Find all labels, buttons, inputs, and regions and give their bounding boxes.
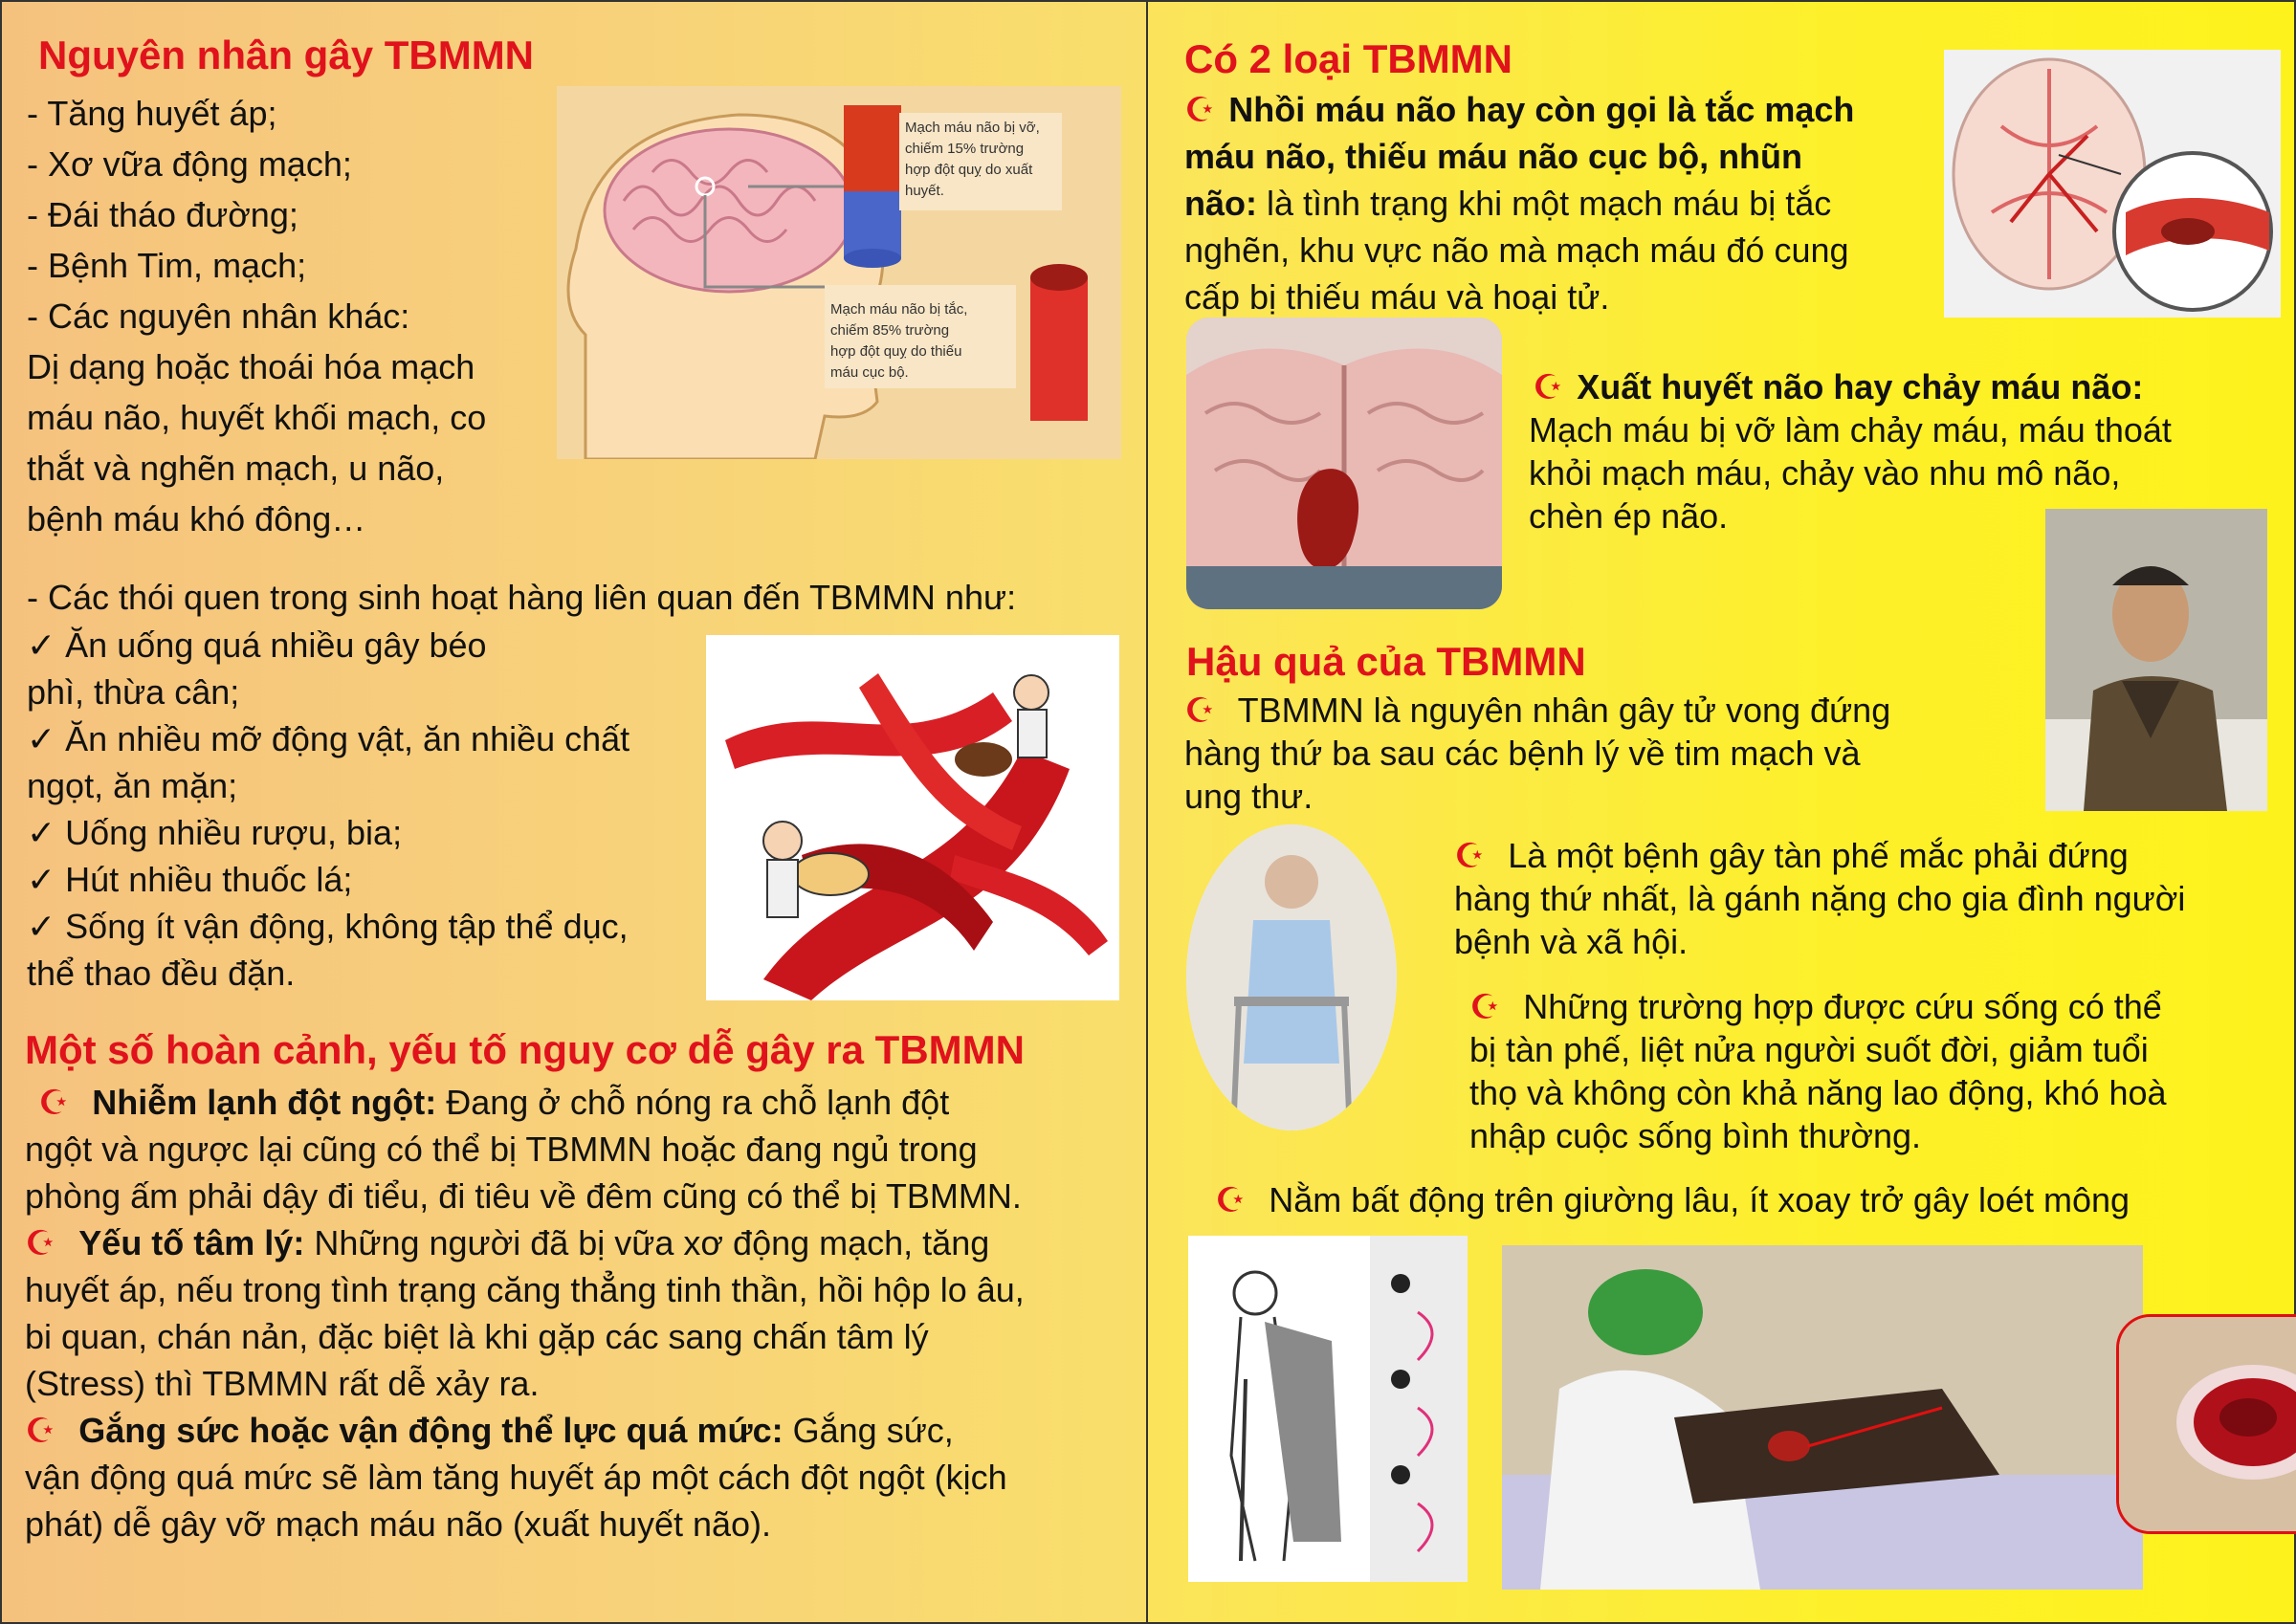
crescent-star-icon: ☪ [38,1083,70,1122]
brain-infarct-image [1944,50,2281,318]
consequence-text: Nằm bất động trên giường lâu, ít xoay trở gây loét mông [1259,1180,2130,1219]
risk-line: phòng ấm phải dậy đi tiểu, đi tiêu về đêm cũng có thể bị TBMMN. [25,1176,1022,1216]
consequences-title: Hậu quả của TBMMN [1186,639,1586,684]
type1-bold: Nhồi máu não hay còn gọi là tắc mạch [1228,90,1855,129]
cause-line: thắt và nghẽn mạch, u não, [27,449,445,488]
cause-line: máu não, huyết khối mạch, co [27,398,487,437]
risk-item [25,1219,1144,1266]
type1-line [1184,180,1931,227]
artery-cartoon-image [706,635,1119,1000]
crescent-star-icon: ☪ [1469,987,1501,1026]
risk-item [25,1407,1144,1454]
habit-line: ngọt, ăn mặn; [27,766,238,805]
consequence-2 [1454,832,2296,965]
habit-line: ✓ Ăn nhiều mỡ động vật, ăn nhiều chất [27,719,630,758]
consequence-line: nhập cuộc sống bình thường. [1469,1116,1922,1155]
brain-hemorrhage-photo [1186,318,1502,609]
callout-top-line: chiếm 15% trường [905,141,1025,157]
callout-top-line: Mạch máu não bị vỡ, [905,120,1040,136]
callout-top-line: huyết. [905,183,944,199]
habit-line: phì, thừa cân; [27,672,240,712]
risk-line: Những người đã bị vữa xơ động mạch, tăng [304,1223,990,1262]
consequence-line: bệnh và xã hội. [1454,922,1689,961]
bedsore-closeup [2116,1314,2296,1534]
habit-line: ✓ Ăn uống quá nhiều gây béo [27,625,487,665]
cause-line: - Đái tháo đường; [27,195,298,234]
type1-block [1184,86,1931,320]
type1-bold: máu não, thiếu máu não cục bộ, nhũn [1184,137,1803,176]
risk-bold: Yếu tố tâm lý: [78,1223,305,1262]
type1-bold: não: [1184,184,1257,223]
type2-bold: Xuất huyết não hay chảy máu não: [1577,367,2144,406]
bedsore-care-photo [1502,1245,2143,1590]
consequence-4 [1215,1176,2286,1223]
cause-line: bệnh máu khó đông… [27,499,366,538]
risk-line: ngột và ngược lại cũng có thể bị TBMMN hoặc đang ngủ trong [25,1130,978,1169]
right-panel [1148,0,2296,1624]
risk-line: phát) dễ gây vỡ mạch máu não (xuất huyết não). [25,1504,772,1544]
risk-title: Một số hoàn cảnh, yếu tố nguy cơ dễ gây ra TBMMN [25,1027,1025,1072]
consequence-line: bị tàn phế, liệt nửa người suốt đời, giảm tuổi [1469,1030,2149,1069]
callout-bottom-line: chiếm 85% trường [830,322,950,339]
consequence-line: ung thư. [1184,777,1314,816]
crescent-star-icon: ☪ [1533,367,1564,406]
habit-line: ✓ Hút nhiều thuốc lá; [27,860,353,899]
type1-text: là tình trạng khi một mạch máu bị tắc [1257,184,1832,223]
habit-line: ✓ Sống ít vận động, không tập thể dục, [27,907,629,946]
callout-bottom-line: máu cục bộ. [830,364,909,381]
risk-list [25,1079,1144,1547]
causes-list [27,90,563,542]
consequence-3 [1469,983,2292,1159]
patient-photo [2045,509,2267,811]
consequence-text: Những trường hợp được cứu sống có thể [1513,987,2162,1026]
habits-list [27,622,716,997]
crescent-star-icon: ☪ [1184,691,1216,730]
type2-line: Mạch máu bị vỡ làm chảy máu, máu thoát [1529,410,2172,450]
callout-bottom-line: hợp đột quỵ do thiếu [830,343,962,360]
crescent-star-icon: ☪ [1454,836,1486,875]
causes-title: Nguyên nhân gây TBMMN [38,33,535,77]
risk-item [25,1079,1144,1126]
consequence-line: thọ và không còn khả năng lao động, khó hoà [1469,1073,2167,1112]
crescent-star-icon: ☪ [1215,1180,1247,1219]
habits-intro: - Các thói quen trong sinh hoạt hàng liên quan đến TBMMN như: [27,578,1017,617]
risk-line: Gắng sức, [783,1411,954,1450]
consequence-text: TBMMN là nguyên nhân gây tử vong đứng [1228,691,1891,730]
type2-line: chèn ép não. [1529,496,1729,536]
crescent-star-icon: ☪ [25,1223,56,1262]
habit-line: ✓ Uống nhiều rượu, bia; [27,813,403,852]
consequence-1 [1184,687,2045,820]
cause-line: Dị dạng hoặc thoái hóa mạch [27,347,475,386]
consequence-line: hàng thứ nhất, là gánh nặng cho gia đình người [1454,879,2186,918]
risk-line: bi quan, chán nản, đặc biệt là khi gặp các sang chấn tâm lý [25,1317,929,1356]
type1-line: cấp bị thiếu máu và hoại tử. [1184,277,1610,317]
risk-bold: Nhiễm lạnh đột ngột: [92,1083,437,1122]
type2-bold-line [1529,363,2294,410]
type1-bold-line [1184,86,1931,133]
brain-vessel-image [557,86,1121,459]
crescent-star-icon: ☪ [1184,90,1216,129]
cause-line: - Tăng huyết áp; [27,94,277,133]
consequence-line [1454,832,2296,879]
risk-bold: Gắng sức hoặc vận động thể lực quá mức: [78,1411,784,1450]
callout-top-line: hợp đột quỵ do xuất [905,162,1033,178]
risk-line: vận động quá mức sẽ làm tăng huyết áp một cách đột ngột (kịch [25,1458,1007,1497]
cause-line: - Xơ vữa động mạch; [27,144,352,184]
types-title: Có 2 loại TBMMN [1184,36,1512,81]
risk-line: Đang ở chỗ nóng ra chỗ lạnh đột [436,1083,950,1122]
consequence-line [1215,1176,2286,1223]
callout-bottom-line: Mạch máu não bị tắc, [830,301,968,318]
bedridden-illustration [1188,1236,1468,1582]
type1-line: nghẽn, khu vực não mà mạch máu đó cung [1184,230,1849,270]
type1-bold-line [1184,133,1931,180]
type2-line: khỏi mạch máu, chảy vào nhu mô não, [1529,453,2121,493]
consequence-line [1184,687,2045,734]
habit-line: thể thao đều đặn. [27,954,296,993]
risk-line: huyết áp, nếu trong tình trạng căng thẳng tinh thần, hồi hộp lo âu, [25,1270,1025,1309]
elderly-walker-photo [1186,824,1397,1130]
consequence-text: Là một bệnh gây tàn phế mắc phải đứng [1498,836,2129,875]
cause-line: - Bệnh Tim, mạch; [27,246,307,285]
consequence-line: hàng thứ ba sau các bệnh lý về tim mạch và [1184,734,1861,773]
consequence-line [1469,983,2292,1030]
crescent-star-icon: ☪ [25,1411,56,1450]
risk-line: (Stress) thì TBMMN rất dễ xảy ra. [25,1364,540,1403]
cause-line: - Các nguyên nhân khác: [27,296,410,336]
